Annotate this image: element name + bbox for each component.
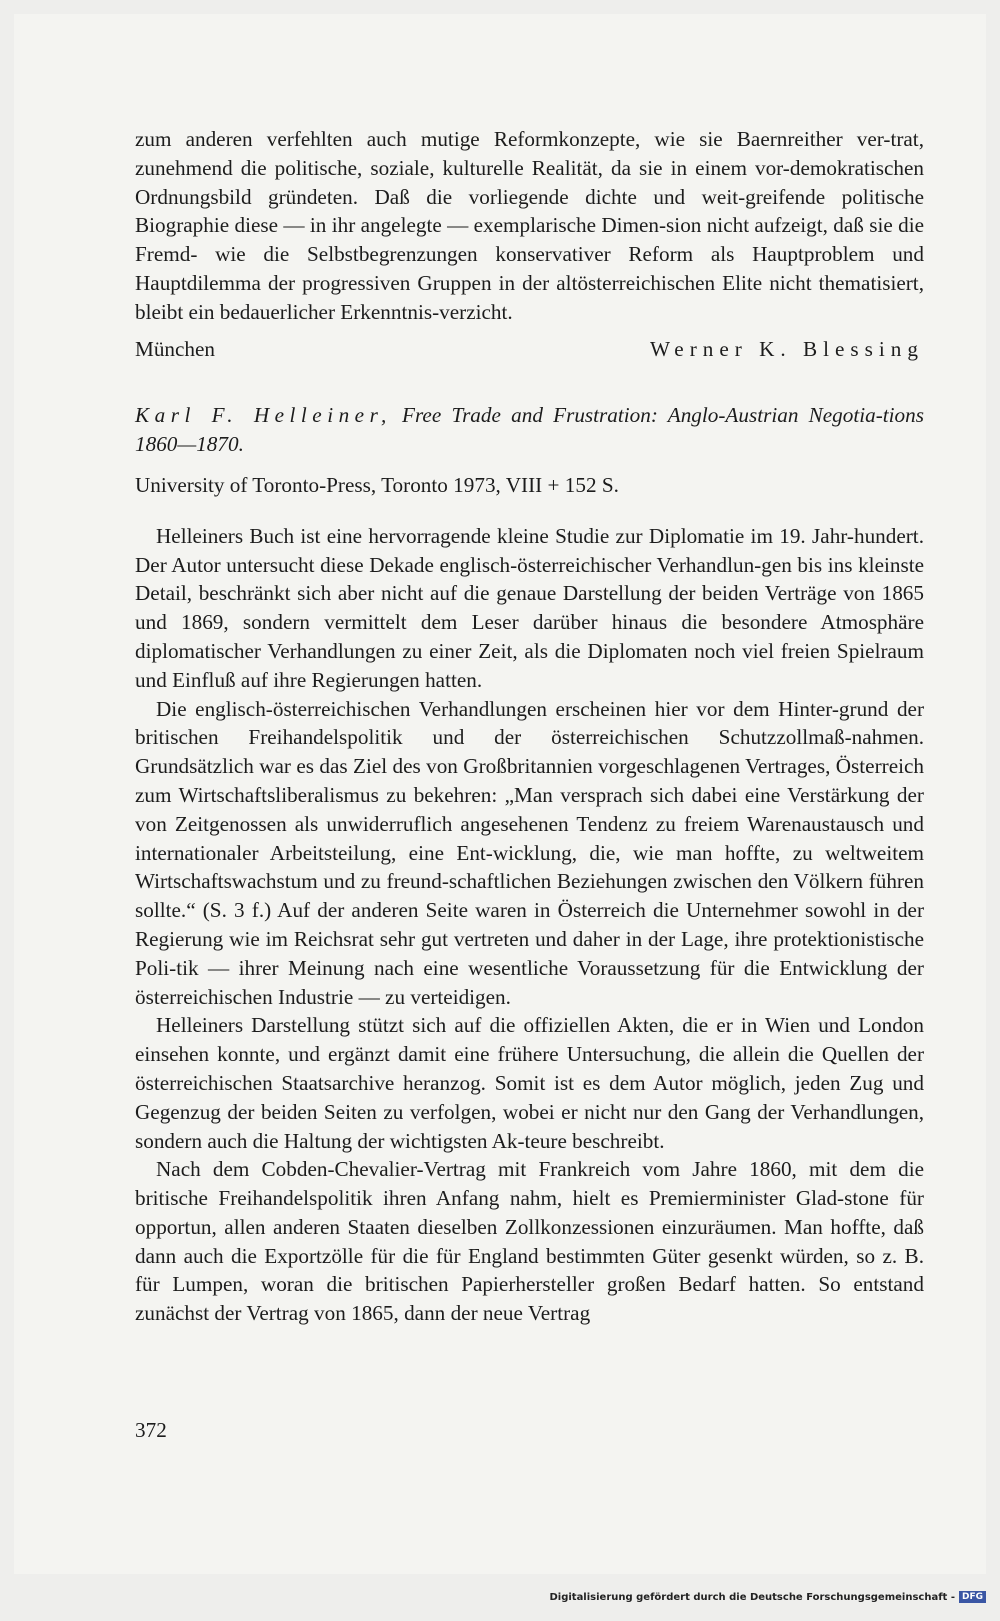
digitization-footer <box>549 1591 986 1603</box>
dfg-logo-icon: DFG <box>959 1591 986 1603</box>
place: München <box>135 336 216 361</box>
review-paragraph: Nach dem Cobden-Chevalier-Vertrag mit Frankreich vom Jahre 1860, mit dem die britische Freihandelspolitik ihren Anfang nahm, hielt es Premierminister Glad-stone für opportun, allen anderen Staaten dieselben Zollkonzessionen einzuräumen. Man hoffte, daß dann auch die Exportzölle für die für England bestimmten Güter gesenkt würden, so z. B. für Lumpen, woran die britischen Papierhersteller großen Bedarf hatten. So entstand zunächst der Vertrag von 1865, dann der neue Vertrag <box>135 1157 924 1326</box>
review-paragraph: Helleiners Darstellung stützt sich auf die offiziellen Akten, die er in Wien und London einsehen konnte, und ergänzt damit eine frühere Untersuchung, die allein die Quellen der österreichischen Staatsarchive heranzog. Somit ist es dem Autor möglich, jeden Zug und Gegenzug der beiden Seiten zu verfolgen, wobei er nicht nur den Gang der Verhandlungen, sondern auch die Haltung der wichtigsten Ak-teure beschreibt. <box>135 1013 924 1153</box>
publication-info: University of Toronto-Press, Toronto 1973, VIII + 152 S. <box>135 472 619 497</box>
review-heading <box>135 401 924 459</box>
paragraph-previous-review-end: zum anderen verfehlten auch mutige Reformkonzepte, wie sie Baernreither ver-trat, zunehmend die politische, soziale, kulturelle Realität, da sie in einem vor-demokratischen Ordnungsbild gründeten. Daß die vorliegende dichte und weit-greifende politische Biographie diese — in ihr angelegte — exemplarische Dimen-sion nicht aufzeigt, daß sie die Fremd- wie die Selbstbegrenzungen konservativer Reform als Hauptproblem und Hauptdilemma der progressiven Gruppen in der altösterreichischen Elite nicht thematisiert, bleibt ein bedauerlicher Erkenntnis-verzicht. <box>135 127 924 324</box>
page-number: 372 <box>135 1418 167 1442</box>
book-title: Free Trade and Frustration: Anglo-Austrian Negotia-tions 1860—1870. <box>135 403 924 457</box>
review-paragraph: Die englisch-österreichischen Verhandlungen erscheinen hier vor dem Hinter-grund der britischen Freihandelspolitik und der österreichischen Schutzzollmaß-nahmen. Grundsätzlich war es das Ziel des von Großbritannien vorgeschlagenen Vertrages, Österreich zum Wirtschaftsliberalismus zu bekehren: „Man versprach sich dabei eine Verstärkung der von Zeitgenossen als unwiderruflich angesehenen Tendenz zu freiem Warenaustausch und internationaler Arbeitsteilung, eine Ent-wicklung, die, wie man hoffte, zu weltweitem Wirtschaftswachstum und zu freund-schaftlichen Beziehungen zwischen den Völkern führen sollte.“ (S. 3 f.) Auf der anderen Seite waren in Österreich die Unternehmer sowohl in der Regierung wie im Reichsrat sehr gut vertreten und daher in der Lage, ihre protektionistische Poli-tik — ihrer Meinung nach eine wesentliche Voraussetzung für die Entwicklung der österreichischen Industrie — zu verteidigen. <box>135 696 924 1009</box>
book-author: Karl F. Helleiner, <box>135 403 392 428</box>
footer-text: Digitalisierung gefördert durch die Deutsche Forschungsgemeinschaft - <box>549 1591 955 1603</box>
page-body <box>135 125 924 1328</box>
reviewer-name: Werner K. Blessing <box>650 336 924 361</box>
review-paragraph: Helleiners Buch ist eine hervorragende kleine Studie zur Diplomatie im 19. Jahr-hundert. Der Autor untersucht diese Dekade englisch-österreichischer Verhandlun-gen bis ins kleinste Detail, beschränkt sich aber nicht auf die genaue Darstellung der beiden Verträge von 1865 und 1869, sondern vermittelt dem Leser darüber hinaus die besondere Atmosphäre diplomatischer Verhandlungen zu einer Zeit, als die Diplomaten noch viel freien Spielraum und Einfluß auf ihre Regierungen hatten. <box>135 523 924 692</box>
signature-line <box>135 335 924 364</box>
